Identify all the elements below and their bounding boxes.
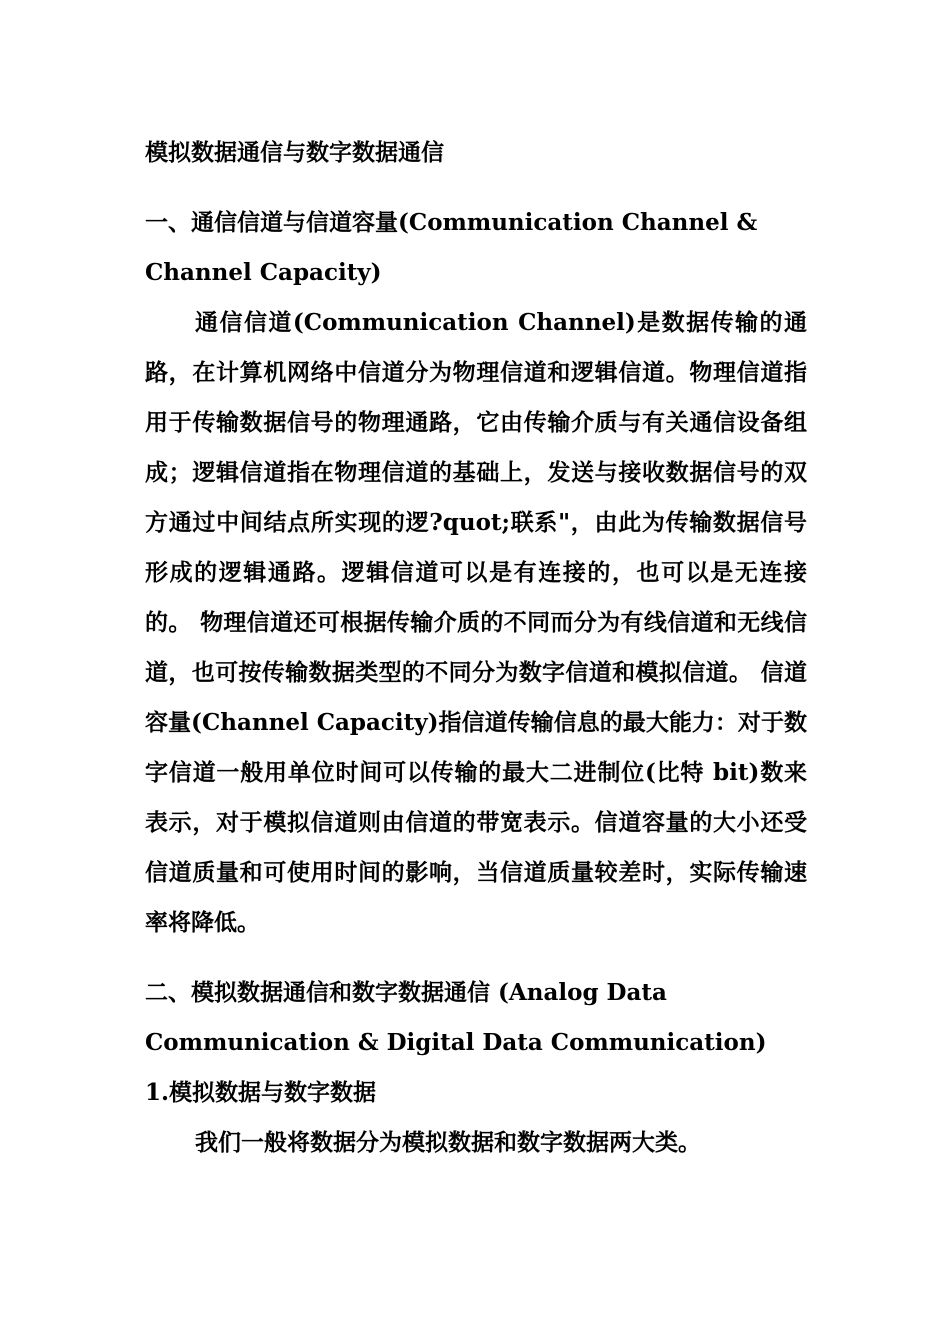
document-body (145, 128, 807, 1168)
subheading-analog-digital-data: 1.模拟数据与数字数据 (145, 1079, 377, 1106)
section-heading-channel: 一、通信信道与信道容量(Communication Channel & Channel Capacity) (145, 209, 758, 286)
document-title: 模拟数据通信与数字数据通信 (145, 139, 444, 166)
paragraph-data-types: 我们一般将数据分为模拟数据和数字数据两大类。 (195, 1129, 701, 1156)
section-heading-analog-digital: 二、模拟数据通信和数字数据通信 (Analog Data Communication & Digital Data Communication) (145, 979, 767, 1056)
paragraph-channel-capacity: 通信信道(Communication Channel)是数据传输的通路，在计算机网络中信道分为物理信道和逻辑信道。物理信道指用于传输数据信号的物理通路，它由传输介质与有关通信设备组成；逻辑信道指在物理信道的基础上，发送与接收数据信号的双方通过中间结点所实现的逻?quot;联系"，由此为传输数据信号形成的逻辑通路。逻辑信道可以是有连接的，也可以是无连接的。 物理信道还可根据传输介质的不同而分为有线信道和无线信道，也可按传输数据类型的不同分为数字信道和模拟信道。 信道容量(Channel Capacity)指信道传输信息的最大能力：对于数字信道一般用单位时间可以传输的最大二进制位(比特 bit)数来表示，对于模拟信道则由信道的带宽表示。信道容量的大小还受信道质量和可使用时间的影响，当信道质量较差时，实际传输速率将降低。 (145, 309, 807, 936)
